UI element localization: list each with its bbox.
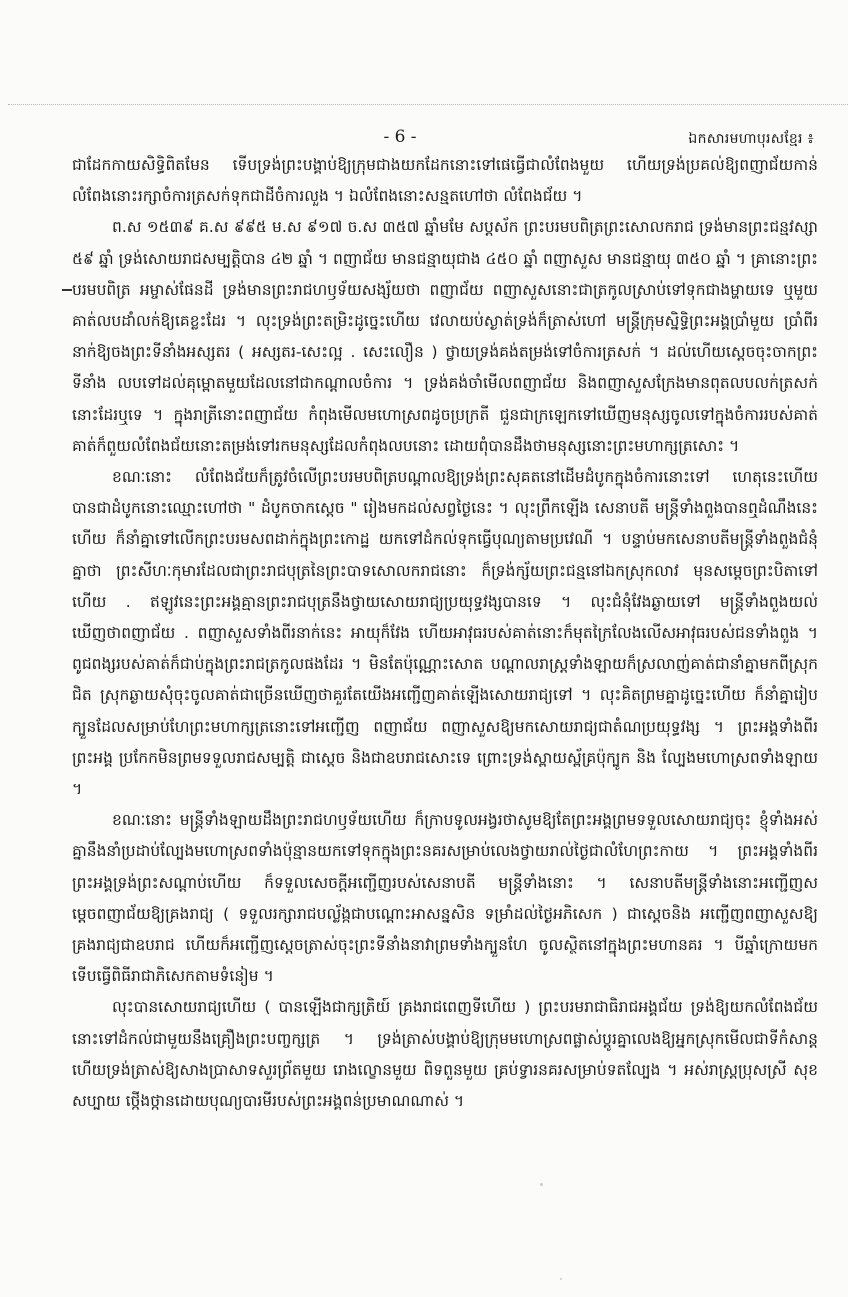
paragraph: ខណៈនោះ លំពែងជ័យក៏ត្រូវចំលើព្រះបរមបពិត្របណ្តាលឱ្យទ្រង់ព្រះសុគតនៅដើមដំបូកក្នុងចំការនោះទៅ ហេតុនេះហើយបានជាដំបូកនោះឈ្មោះហៅថា " ដំបូកចាកស្តេច " រៀងមកដល់សព្វថ្ងៃនេះ ។ លុះព្រឹកឡើង សេនាបតី មន្ត្រីទាំងពួងបានឮដំណឹងនេះហើយ ក៏នាំគ្នាទៅលើកព្រះបរមសពដាក់ក្នុងព្រះកោដ្ឋ យកទៅដំកល់ទុកធ្វើបុណ្យតាមប្រវេណី ។ បន្ទាប់មកសេនាបតីមន្ត្រីទាំងពួងជំនុំគ្នាថា ព្រះសីហៈកុមារដែលជាព្រះរាជបុត្រនៃព្រះបាទសោលករាជនោះ ក៏ទ្រង់ក្ស័យព្រះជន្មនៅឯកស្រុកលាវ មុនសម្តេចព្រះបិតាទៅហើយ . ឥឡូវនេះព្រះអង្គគ្មានព្រះរាជបុត្រនឹងថ្វាយសោយរាជ្យប្រយុទ្ធវង្សបានទេ ។ លុះជំនុំវែងឆ្ងាយទៅ មន្ត្រីទាំងពួងយល់ឃើញថាពញាជ័យ . ពញាសួសទាំងពីរនាក់នេះ អាយុក៏វែង ហើយអាវុធរបស់គាត់នោះក៏មុតក្រៃលែងលើសអាវុធរបស់ជនទាំងពួង ។ ពូជពង្សរបស់គាត់ក៏ជាប់ក្នុងព្រះរាជត្រកូលផងដែរ ។ មិនតែប៉ុណ្ណោះសោត បណ្តាលរាស្ត្រទាំងឡាយក៏ស្រលាញ់គាត់ជានាំគ្នាមកពីស្រុកជិត ស្រុកឆ្ងាយសុំចុះចូលគាត់ជាច្រើនឃើញថាគួរតែយើងអញ្ជើញគាត់ឡើងសោយរាជ្យទៅ ។ លុះគិតព្រមគ្នាដូច្នេះហើយ ក៏នាំគ្នារៀបក្បួនដែលសម្រាប់ហែព្រះមហាក្សត្រនោះទៅអញ្ជើញ ពញាជ័យ ពញាសួសឱ្យមកសោយរាជ្យជាតំណប្រយុទ្ធវង្ស ។ ព្រះអង្គទាំងពីរព្រះអង្គ ប្រកែកមិនព្រមទទួលរាជសម្បត្តិ ជាស្តេច និងជាឧបរាជសោះទេ ព្រោះទ្រង់ស្ពាយស្ព័គ្រប៉ុក្បូក និង ល្បែងមហោស្រពទាំងឡាយ ។ <box>72 468 818 799</box>
document-body <box>72 150 818 1117</box>
running-header: ឯកសារមហាបុរសខ្មែរ ៖ <box>688 131 814 147</box>
scan-speck <box>560 1278 562 1280</box>
page-number: - 6 - <box>383 127 417 147</box>
scan-edge-line <box>8 104 848 105</box>
paragraph: ជាដែកកាយសិទ្ធិពិតមែន ទើបទ្រង់ព្រះបង្គាប់ឱ្យក្រុមជាងយកដែកនោះទៅផេធ្វើជាលំពែងមួយ ហើយទ្រង់ប្រគល់ឱ្យពញាជ័យកាន់លំពែងនោះរក្សាចំការត្រសក់ទុកជាដីចំការលួង ។ ឯលំពែងនោះសន្មតហៅថា លំពែងជ័យ ។ <box>72 156 818 206</box>
paragraph: លុះបានសោយរាជ្យហើយ ( បានឡើងជាក្សត្រិយ៍ គ្រងរាជពេញទីហើយ ) ព្រះបរមរាជាធិរាជអង្គជ័យ ទ្រង់ឱ្យយកលំពែងជ័យនោះទៅដំកល់ជាមួយនឹងគ្រឿងព្រះបញ្ចក្សត្រ ។ ទ្រង់ត្រាស់បង្គាប់ឱ្យក្រុមមហោស្រពផ្លាស់ប្តូរគ្នាលេងឱ្យអ្នកស្រុកមើលជាទីកំសាន្ត ហើយទ្រង់ត្រាស់ឱ្យសាងប្រាសាទសួរព្រ័តមួយ រោងល្ខោនមួយ ពិទពួនមួយ គ្រប់ទ្វារនគរសម្រាប់ទតល្បែង ។ អស់រាស្ត្រប្រុសស្រី សុខសប្បាយ ថ្កើងថ្កានដោយបុណ្យបារមីរបស់ព្រះអង្គពន់ប្រមាណណាស់ ។ <box>72 998 818 1111</box>
paragraph: ខណៈនោះ មន្ត្រីទាំងឡាយដឹងព្រះរាជហឫទ័យហើយ ក៏ក្រាបទូលអង្វរថាសូមឱ្យតែព្រះអង្គព្រមទទួលសោយរាជ្យចុះ ខ្ញុំទាំងអស់គ្នានឹងនាំប្រដាប់ល្បែងមហោស្រពទាំងប៉ុន្មានយកទៅទុកក្នុងព្រះនគរសម្រាប់លេងថ្វាយរាល់ថ្ងៃជាលំហែព្រះកាយ ។ ព្រះអង្គទាំងពីរព្រះអង្គទ្រង់ព្រះសណ្តាប់ហើយ ក៏ទទួលសេចក្តីអញ្ជើញរបស់សេនាបតី មន្ត្រីទាំងនោះ ។ សេនាបតីមន្ត្រីទាំងនោះអញ្ជើញសម្តេចពញាជ័យឱ្យគ្រងរាជ្យ ( ទទួលរក្សារាជបល្ល័ង្កជាបណ្តោះអាសន្នសិន ទម្រាំដល់ថ្ងៃអភិសេក ) ជាស្តេចនិង អញ្ជើញពញាសួសឱ្យគ្រងរាជ្យជាឧបរាជ ហើយក៏អញ្ជើញស្តេចត្រាស់ចុះព្រះទីនាំងនាវាព្រមទាំងក្បួនហែ ចូលស្ថិតនៅក្នុងព្រះមហានគរ ។ បីឆ្នាំក្រោយមកទើបធ្វើពិធីរាជាភិសេកតាមទំនៀម ។ <box>72 811 818 986</box>
margin-mark <box>62 289 72 291</box>
paragraph: ព.ស ១៥៣៩ គ.ស ៩៩៥ ម.ស ៩១៧ ច.ស ៣៥៧ ឆ្នាំមមែ សប្តស័ក ព្រះបរមបពិត្រព្រះសោលករាជ ទ្រង់មានព្រះជន្មវស្សា ៥៩ ឆ្នាំ ទ្រង់សោយរាជសម្បត្តិបាន ៤២ ឆ្នាំ ។ ពញាជ័យ មានជន្មាយុជាង ៤៥០ ឆ្នាំ ពញាសួស មានជន្មាយុ ៣៥០ ឆ្នាំ ។ គ្រានោះព្រះបរមបពិត្រ អម្ចាស់ផែនដី ទ្រង់មានព្រះរាជហឫទ័យសង្ស័យថា ពញាជ័យ ពញាសួសនោះជាត្រកូលស្រាប់ទៅទុកជាងម្ហាយទេ ឬមួយគាត់លបដាំលក់ឱ្យគេខ្លះដែរ ។ លុះទ្រង់ព្រះតម្រិះដូច្នេះហើយ វេលាយប់ស្ងាត់ទ្រង់ក៏ត្រាស់ហៅ មន្ត្រីក្រុមស្និទ្ធិព្រះអង្គប្រាំមួយ ប្រាំពីរនាក់ឱ្យចងព្រះទីនាំងអស្សតរ ( អស្សតរ-សេះល្អ . សេះលឿន ) ថ្វាយទ្រង់គង់តម្រង់ទៅចំការត្រសក់ ។ ដល់ហើយស្តេចចុះចាកព្រះទីនាំង លបទៅដល់គុម្ពោតមួយដែលនៅជាកណ្តាលចំការ ។ ទ្រង់គង់ចាំមើលពញាជ័យ និងពញាសួសក្រែងមានពុតលបលក់ត្រសក់នោះដែរឬទេ ។ ក្នុងរាត្រីនោះពញាជ័យ កំពុងមើលមហោស្រពដូចប្រក្រតី ជួនជាក្រឡេកទៅឃើញមនុស្សចូលទៅក្នុងចំការរបស់គាត់ គាត់ក៏ពួយលំពែងជ័យនោះតម្រង់ទៅរកមនុស្សដែលកំពុងលបនោះ ដោយពុំបានដឹងថាមនុស្សនោះព្រះមហាក្សត្រសោះ ។ <box>72 218 818 455</box>
scan-speck <box>540 1183 543 1186</box>
